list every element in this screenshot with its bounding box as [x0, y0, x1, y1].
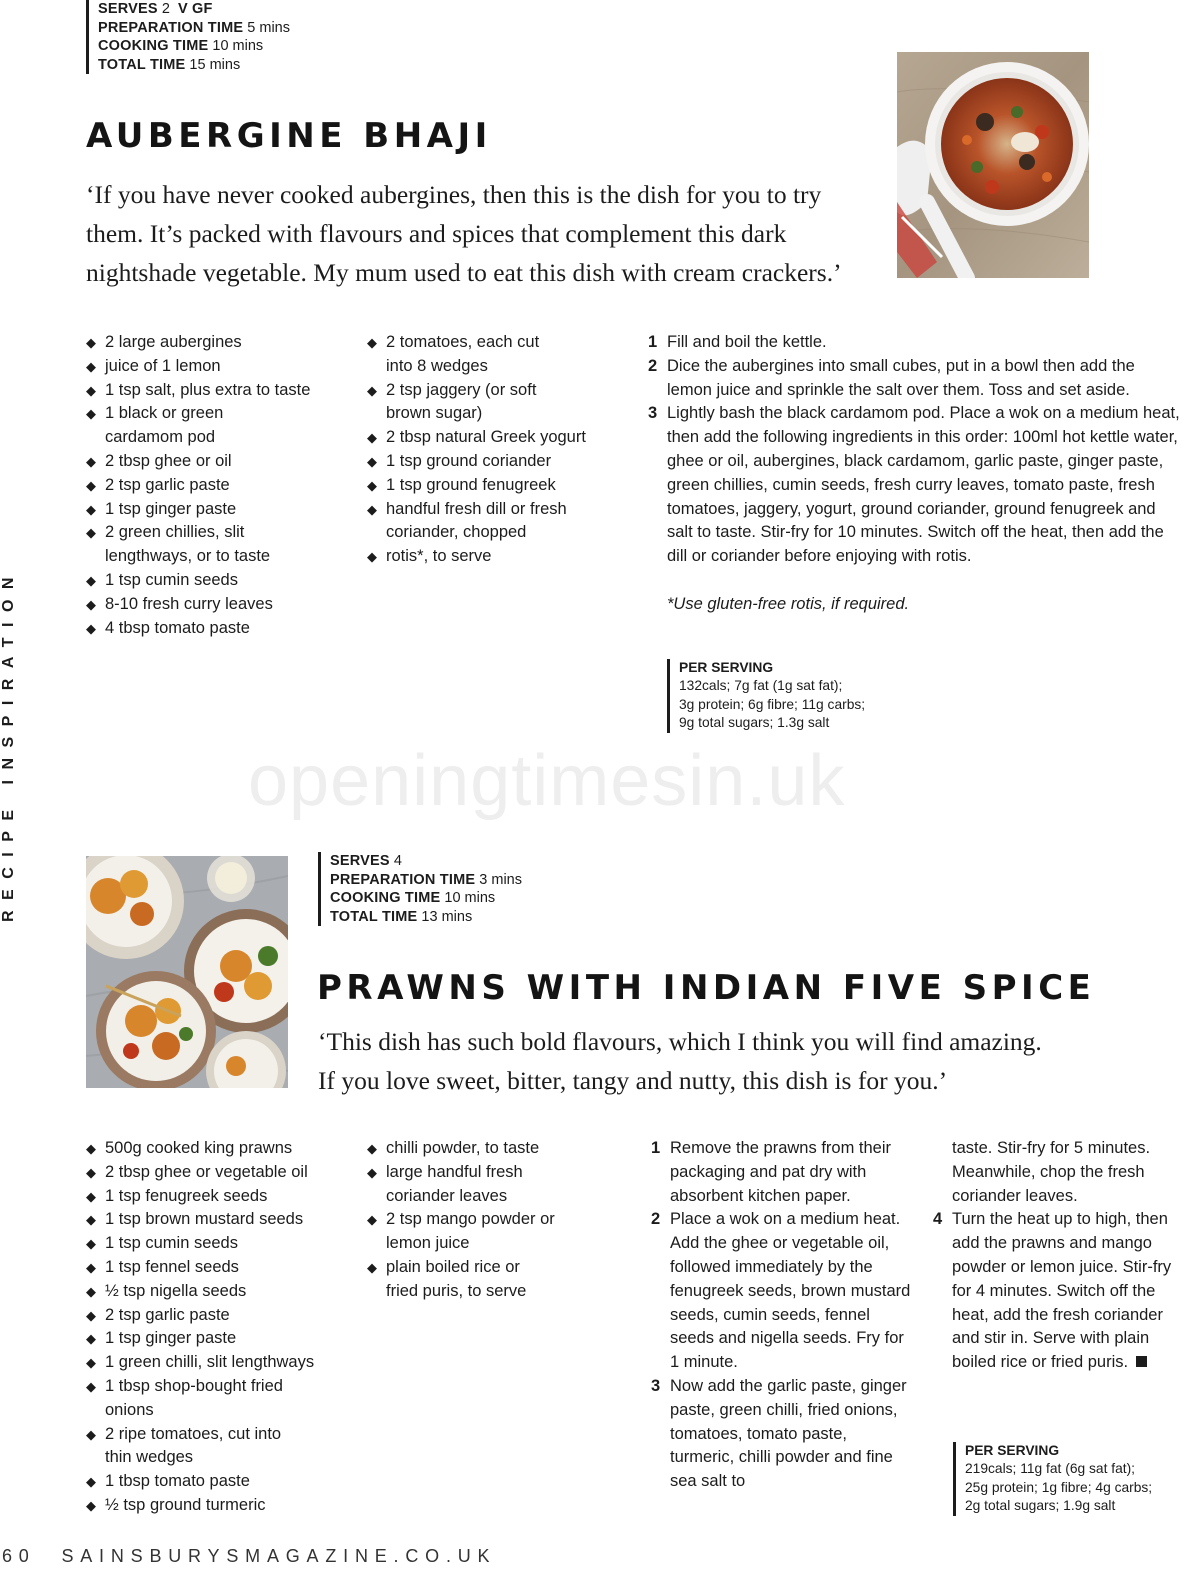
ingredient-item: ◆ 1 tbsp tomato paste [86, 1470, 348, 1494]
step-text: Now add the garlic paste, ginger paste, green chilli, fried onions, tomatoes, tomato paste, turmeric, chilli powder and fine sea salt to [670, 1376, 907, 1491]
ingredient-item: ◆ 4 tbsp tomato paste [86, 617, 348, 641]
step-text: Fill and boil the kettle. [667, 333, 827, 351]
ingredient-item: ◆ 2 tsp jaggery (or soft brown sugar) [367, 379, 566, 427]
ingredient-item: ◆ 1 tsp ground fenugreek [367, 474, 629, 498]
ingredient-item: ◆ 1 tsp ginger paste [86, 1327, 348, 1351]
recipe2-meta [318, 852, 522, 926]
ingredient-item: ◆ 2 large aubergines [86, 331, 348, 355]
ingredient-item: ◆ 1 tsp ginger paste [86, 498, 348, 522]
nutrition-line: 3g protein; 6g fibre; 11g carbs; [679, 696, 866, 712]
ingredient-item: ◆ 1 tsp cumin seeds [86, 569, 348, 593]
nutrition-line: 25g protein; 1g fibre; 4g carbs; [965, 1479, 1153, 1495]
step-number: 1 [648, 333, 658, 351]
ingredient-item: ◆ 2 tbsp ghee or oil [86, 450, 348, 474]
ingredient-item: ◆ ½ tsp ground turmeric [86, 1494, 348, 1518]
nutrition-heading: PER SERVING [679, 660, 774, 675]
ingredient-item: ◆ 2 tsp garlic paste [86, 1304, 348, 1328]
prep-label: PREPARATION TIME [98, 19, 244, 36]
ingredient-item: ◆ 2 tbsp natural Greek yogurt [367, 426, 629, 450]
step-number: 3 [648, 404, 658, 423]
ingredient-item: ◆ 2 green chillies, slit lengthways, or to taste [86, 521, 325, 569]
method-step [651, 1375, 913, 1494]
ingredient-item: ◆ 8-10 fresh curry leaves [86, 593, 348, 617]
ingredient-item: ◆ 2 tbsp ghee or vegetable oil [86, 1161, 348, 1185]
prep-value: 5 mins [247, 19, 290, 36]
ingredient-item: ◆ plain boiled rice or fried puris, to serve [367, 1256, 556, 1304]
step-text: Remove the prawns from their packaging and pat dry with absorbent kitchen paper. [670, 1139, 892, 1205]
ingredient-item: ◆ 1 tsp ground coriander [367, 450, 629, 474]
page-footer [2, 1546, 496, 1567]
serves-label: SERVES [98, 1, 158, 17]
serves-value: 4 [393, 853, 402, 869]
prawn-bowls-illustration [86, 856, 288, 1088]
cook-value: 10 mins [444, 890, 496, 906]
step-text: Dice the aubergines into small cubes, put in a bowl then add the lemon juice and sprinkle the salt over them. Toss and set aside. [667, 356, 1135, 399]
section-side-label: RECIPE INSPIRATION [0, 567, 17, 922]
step-number: 2 [651, 1210, 661, 1229]
quote-line: If you love sweet, bitter, tangy and nutty, this dish is for you.’ [318, 1066, 948, 1095]
ingredient-item: ◆ juice of 1 lemon [86, 355, 348, 379]
ingredient-item: ◆ 2 tsp garlic paste [86, 474, 348, 498]
prawns-photo [86, 856, 288, 1088]
recipe2-title: PRAWNS WITH INDIAN FIVE SPICE [317, 968, 1096, 1008]
footer-site: SAINSBURYSMAGAZINE.CO.UK [61, 1546, 497, 1566]
end-square-icon [1136, 1356, 1147, 1367]
diet-badge: V GF [177, 1, 213, 17]
total-value: 13 mins [421, 908, 473, 925]
cook-value: 10 mins [212, 38, 264, 54]
method-step [648, 402, 1184, 569]
method-step [648, 355, 1184, 403]
recipe1-ingredients-col1 [86, 331, 348, 640]
step-number: 4 [933, 1210, 943, 1229]
recipe2-method-col2 [933, 1137, 1183, 1375]
recipe1-method [648, 331, 1184, 569]
prep-label: PREPARATION TIME [330, 871, 476, 888]
ingredient-item: ◆ 2 tomatoes, each cut into 8 wedges [367, 331, 566, 379]
ingredient-item: ◆ ½ tsp nigella seeds [86, 1280, 348, 1304]
aubergine-bhaji-photo [897, 52, 1089, 278]
total-label: TOTAL TIME [330, 908, 418, 925]
serves-label: SERVES [330, 853, 390, 869]
method-steps-col2 [933, 1208, 1183, 1375]
nutrition-line: 219cals; 11g fat (6g sat fat); [965, 1461, 1136, 1477]
ingredient-item: ◆ chilli powder, to taste [367, 1137, 629, 1161]
page-number: 60 [2, 1546, 36, 1566]
ingredient-item: ◆ handful fresh dill or fresh coriander, chopped [367, 498, 596, 546]
recipe1-quote [86, 175, 896, 292]
recipe1-title: AUBERGINE BHAJI [86, 116, 492, 156]
quote-line: ‘If you have never cooked aubergines, then this is the dish for you to try [86, 180, 822, 209]
pan-illustration [897, 52, 1089, 278]
nutrition-heading: PER SERVING [965, 1443, 1060, 1458]
ingredient-item: ◆ 1 tsp salt, plus extra to taste [86, 379, 348, 403]
nutrition-line: 2g total sugars; 1.9g salt [965, 1498, 1116, 1514]
ingredient-item: ◆ 2 ripe tomatoes, cut into thin wedges [86, 1423, 285, 1471]
quote-line: nightshade vegetable. My mum used to eat this dish with cream crackers.’ [86, 258, 842, 287]
cook-label: COOKING TIME [98, 38, 209, 54]
ingredient-item: ◆ 2 tsp mango powder or lemon juice [367, 1208, 566, 1256]
total-value: 15 mins [189, 56, 241, 73]
step-text: Lightly bash the black cardamom pod. Place a wok on a medium heat, then add the following ingredients in this order: 100ml hot kettle water, ghee or oil, aubergines, black cardamom, garlic paste, ginger paste, green chillies, cumin seeds, fresh curry leaves, tomato paste, fresh tomatoes, jaggery, yogurt, ground coriander, ground fenugreek and salt to taste. Stir-fry for 10 minutes. Switch off the heat, then add the dill or coriander before enjoying with rotis. [667, 404, 1180, 566]
ingredient-item: ◆ large handful fresh coriander leaves [367, 1161, 556, 1209]
prep-value: 3 mins [479, 871, 522, 888]
recipe2-ingredients-col2 [367, 1137, 629, 1304]
recipe1-nutrition [667, 659, 865, 733]
method-step [651, 1208, 913, 1375]
ingredient-item: ◆ 1 black or green cardamom pod [86, 402, 253, 450]
quote-line: them. It’s packed with flavours and spices that complement this dark [86, 219, 787, 248]
nutrition-line: 9g total sugars; 1.3g salt [679, 715, 830, 731]
step-text: Turn the heat up to high, then add the prawns and mango powder or lemon juice. Stir-fry for 4 minutes. Switch off the heat, add the fresh coriander and stir in. Serve with plain boiled rice or fried puris. [952, 1210, 1172, 1372]
step-number: 2 [648, 356, 658, 375]
watermark-text: openingtimesin.uk [248, 741, 846, 821]
ingredient-item: ◆ rotis*, to serve [367, 545, 629, 569]
recipe2-nutrition [953, 1442, 1152, 1516]
step-text: Place a wok on a medium heat. Add the ghee or vegetable oil, followed immediately by the fenugreek seeds, brown mustard seeds, cumin seeds, fennel seeds and nigella seeds. Fry for 1 minute. [670, 1210, 911, 1372]
ingredient-item: ◆ 1 tbsp shop-bought fried onions [86, 1375, 285, 1423]
quote-line: ‘This dish has such bold flavours, which I think you will find amazing. [318, 1027, 1042, 1056]
recipe2-quote [318, 1022, 1178, 1100]
serves-value: 2 [161, 1, 170, 17]
method-step [651, 1137, 913, 1208]
recipe1-ingredients-col2 [367, 331, 629, 569]
recipe2-ingredients-col1 [86, 1137, 348, 1518]
method-step [648, 331, 1184, 355]
step-number: 3 [651, 1376, 661, 1395]
nutrition-line: 132cals; 7g fat (1g sat fat); [679, 678, 843, 694]
method-step-continuation: taste. Stir-fry for 5 minutes. Meanwhile, chop the fresh coriander leaves. [952, 1139, 1151, 1205]
recipe1-note: *Use gluten-free rotis, if required. [667, 595, 910, 613]
ingredient-item: ◆ 1 tsp cumin seeds [86, 1232, 348, 1256]
step-number: 1 [651, 1139, 661, 1157]
ingredient-item: ◆ 1 tsp fenugreek seeds [86, 1185, 348, 1209]
recipe2-method-col1 [651, 1137, 913, 1494]
total-label: TOTAL TIME [98, 56, 186, 73]
ingredient-item: ◆ 500g cooked king prawns [86, 1137, 348, 1161]
ingredient-item: ◆ 1 green chilli, slit lengthways [86, 1351, 348, 1375]
ingredient-item: ◆ 1 tsp fennel seeds [86, 1256, 348, 1280]
recipe1-meta [86, 0, 290, 74]
method-step [933, 1208, 1183, 1375]
cook-label: COOKING TIME [330, 890, 441, 906]
ingredient-item: ◆ 1 tsp brown mustard seeds [86, 1208, 348, 1232]
